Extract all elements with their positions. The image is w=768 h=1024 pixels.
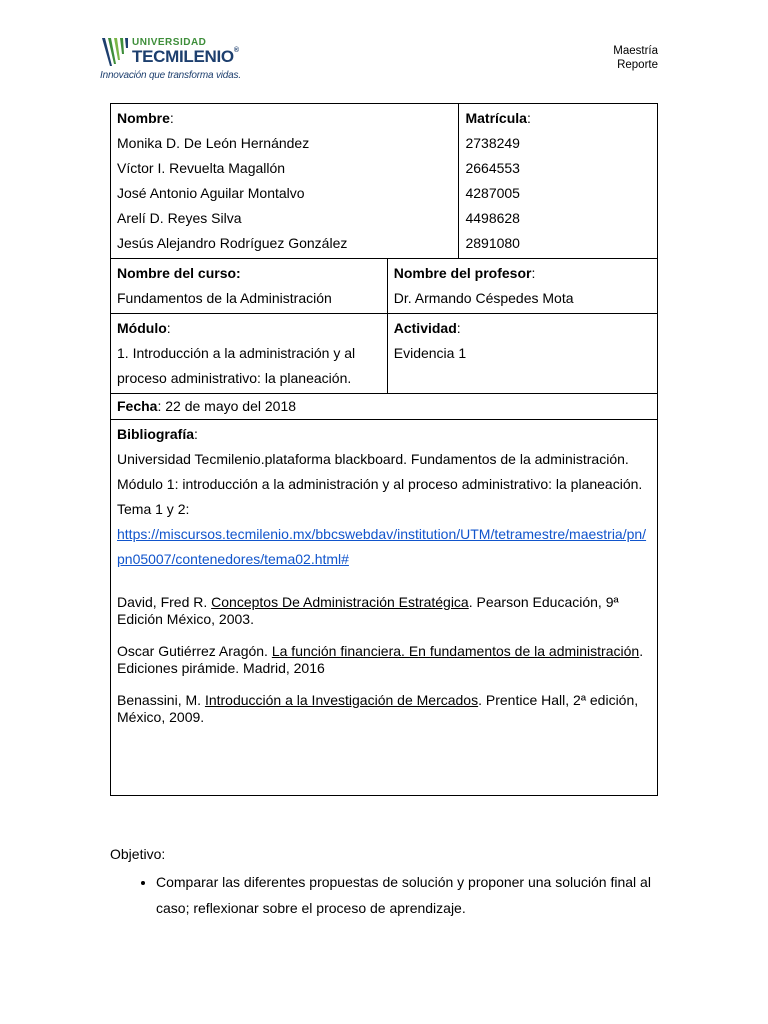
student-id: 2664553: [465, 160, 520, 176]
students-row: [111, 104, 658, 259]
professor-cell: Nombre del profesor: Dr. Armando Céspedes Mota: [387, 259, 657, 314]
student-id: 2891080: [465, 235, 520, 251]
student-name: José Antonio Aguilar Montalvo: [117, 185, 305, 201]
student-id: 4498628: [465, 210, 520, 226]
activity-cell: Actividad: Evidencia 1: [387, 314, 657, 394]
students-names-cell: Nombre: Monika D. De León Hernández Víctor I. Revuelta Magallón José Antonio Aguilar Montalvo Arelí D. Reyes Silva Jesús Alejandro Rodríguez González: [111, 104, 459, 259]
reference-2: Oscar Gutiérrez Aragón. La función financiera. En fundamentos de la administración. Ediciones pirámide. Madrid, 2016: [117, 643, 644, 676]
objective-bullet: • Comparar las diferentes propuestas de solución y proponer una solución final al caso; reflexionar sobre el proceso de aprendizaje.: [156, 869, 658, 921]
student-name: Víctor I. Revuelta Magallón: [117, 160, 286, 176]
reference-3-title: Introducción a la Investigación de Mercados: [204, 692, 479, 708]
student-id: 2738249: [465, 135, 520, 151]
profesor-value: Dr. Armando Céspedes Mota: [393, 290, 574, 306]
fecha-label: Fecha: [117, 398, 158, 414]
student-name: Jesús Alejandro Rodríguez González: [117, 235, 348, 251]
curso-label: Nombre del curso:: [117, 265, 241, 281]
report-label: Reporte: [617, 59, 658, 71]
curso-value: Fundamentos de la Administración: [117, 290, 332, 306]
tecmilenio-emblem-icon: [100, 36, 130, 68]
reference-1-title: Conceptos De Administración Estratégica: [211, 594, 469, 610]
logo-tecmilenio-text: TECMILENIO®: [132, 47, 239, 66]
actividad-value: Evidencia 1: [393, 345, 467, 361]
logo-slogan: Innovación que transforma vidas.: [100, 70, 241, 81]
info-table: [110, 103, 658, 796]
course-cell: [111, 259, 388, 314]
date-cell: [111, 394, 658, 420]
module-row: [111, 314, 658, 394]
university-logo: [100, 36, 260, 84]
bibliografia-label: Bibliografía: [117, 426, 195, 442]
program-label: Maestría: [613, 45, 658, 57]
module-cell: Módulo: 1. Introducción a la administración y al proceso administrativo: la planeación.: [111, 314, 388, 394]
course-row: [111, 259, 658, 314]
nombre-label: Nombre: [117, 110, 170, 126]
student-name: Monika D. De León Hernández: [117, 135, 310, 151]
students-ids-cell: Matrícula: 2738249 2664553 4287005 4498628 2891080: [459, 104, 658, 259]
document-type: [613, 44, 658, 72]
logo-university-text: UNIVERSIDAD: [132, 37, 207, 48]
matricula-label: Matrícula: [465, 110, 527, 126]
objective-section: [110, 843, 658, 921]
modulo-label: Módulo: [117, 320, 167, 336]
bibliography-link[interactable]: https://miscursos.tecmilenio.mx/bbcswebdav/institution/UTM/tetramestre/maestria/pn/pn05007/contenedores/tema02.html#: [117, 526, 647, 567]
modulo-line1: 1. Introducción a la administración y al: [117, 345, 356, 361]
student-id: 4287005: [465, 185, 520, 201]
student-name: Arelí D. Reyes Silva: [117, 210, 242, 226]
fecha-value: : 22 de mayo del 2018: [157, 398, 297, 414]
bibliography-row: [111, 420, 658, 796]
objective-title: Objetivo:: [110, 846, 166, 862]
bibliography-text: Universidad Tecmilenio.plataforma blackboard. Fundamentos de la administración. Módulo 1: introducción a la administración y al proceso administrativo: la planeación. Tema 1 y 2:: [117, 451, 643, 517]
objective-list: [110, 869, 658, 921]
profesor-label: Nombre del profesor: [393, 265, 532, 281]
modulo-line2: proceso administrativo: la planeación.: [117, 370, 352, 386]
reference-1: David, Fred R. Conceptos De Administración Estratégica. Pearson Educación, 9ª Edición México, 2003.: [117, 594, 619, 627]
actividad-label: Actividad: [393, 320, 457, 336]
reference-2-title: La función financiera. En fundamentos de la administración: [271, 643, 640, 659]
date-row: [111, 394, 658, 420]
bibliography-cell: Bibliografía: Universidad Tecmilenio.plataforma blackboard. Fundamentos de la administración. Módulo 1: introducción a la administración y al proceso administrativo: la planeación. Tema 1 y 2: https://miscursos.tecmilenio.mx/bbcswebdav/institution/UTM/tetramestre/maestria/pn/pn05007/contenedores/tema02.html# David, Fred R. Conceptos De Administración Estratégica. Pearson Educación, 9ª Edición México, 2003. Oscar Gutiérrez Aragón. La función financiera. En fundamentos de la administración. Ediciones pirámide. Madrid, 2016 Benassini, M. Introducción a la Investigación de Mercados. Prentice Hall, 2ª edición, México, 2009.: [111, 420, 658, 796]
reference-3: Benassini, M. Introducción a la Investigación de Mercados. Prentice Hall, 2ª edición, México, 2009.: [117, 692, 639, 725]
